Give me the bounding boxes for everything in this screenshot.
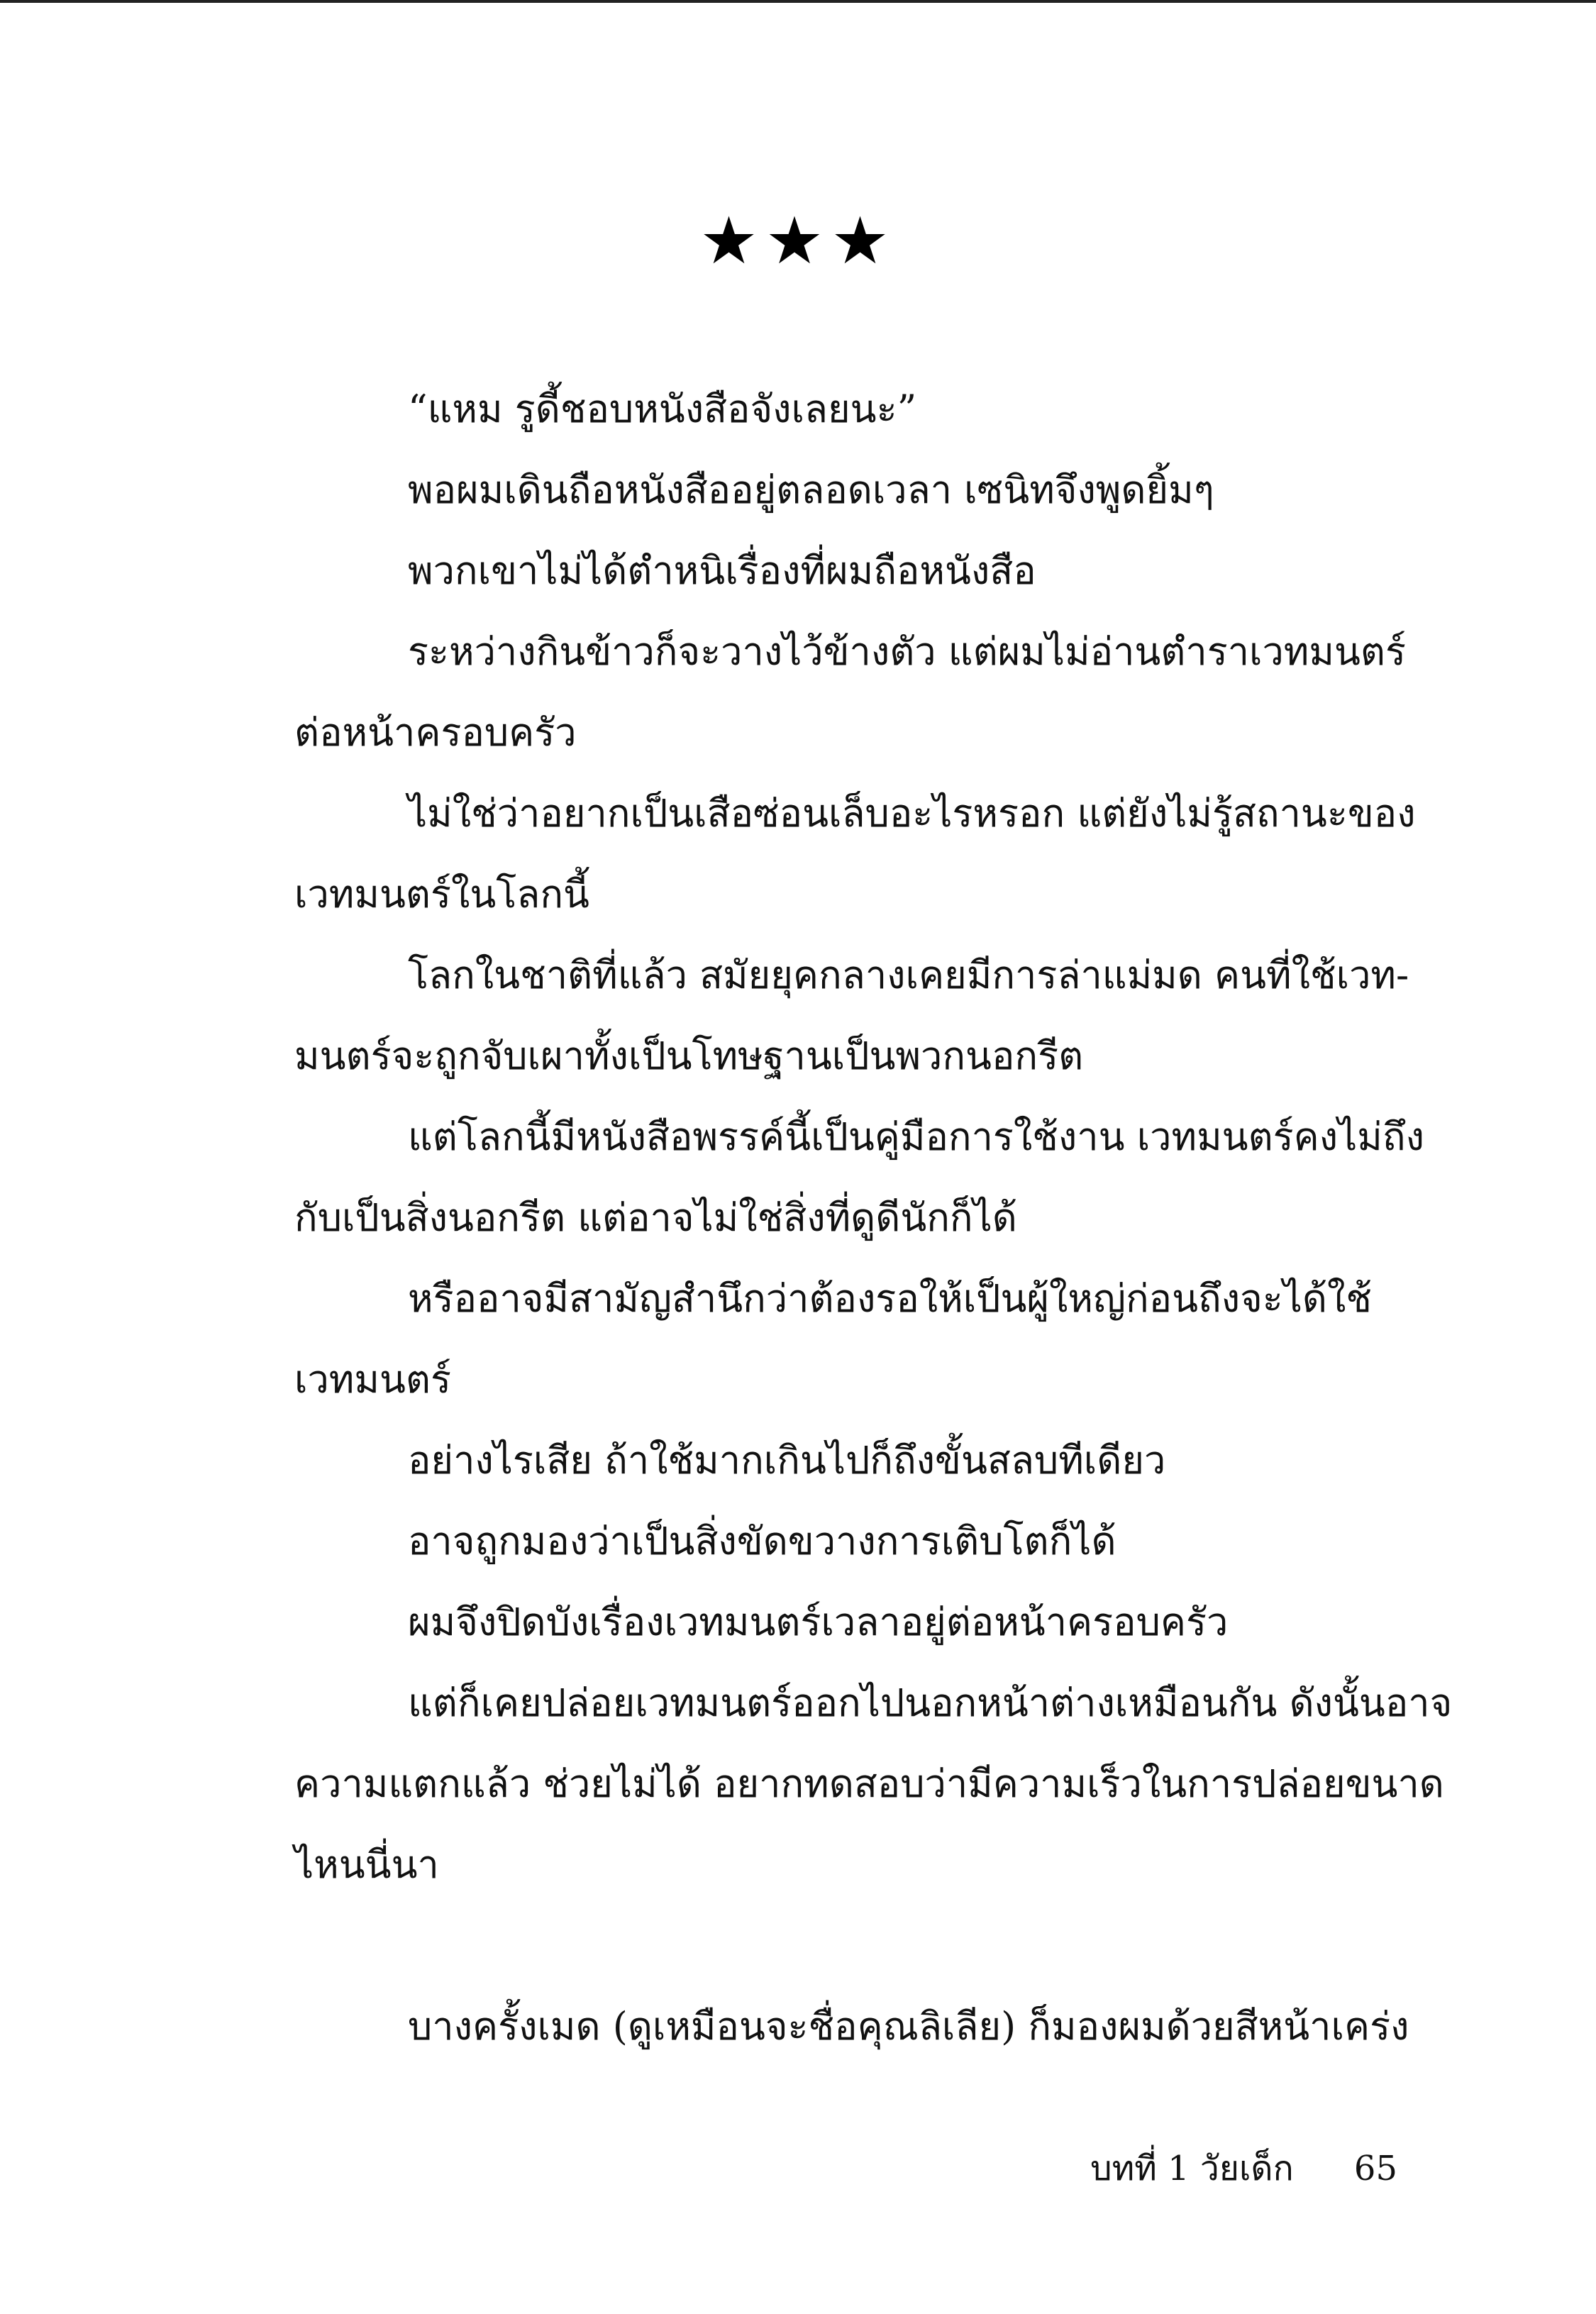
text-line: แต่ก็เคยปล่อยเวทมนตร์ออกไปนอกหน้าต่างเหมือนกัน ดังนั้นอาจ bbox=[408, 1681, 1453, 1725]
text-line: เวทมนตร์ bbox=[294, 1357, 451, 1402]
text-line: เวทมนตร์ในโลกนี้ bbox=[294, 872, 589, 917]
text-line: หรืออาจมีสามัญสำนึกว่าต้องรอให้เป็นผู้ใหญ่ก่อนถึงจะได้ใช้ bbox=[408, 1276, 1372, 1321]
paragraph-gap bbox=[294, 1905, 1397, 1986]
text-line: มนตร์จะถูกจับเผาทั้งเป็นโทษฐานเป็นพวกนอกรีต bbox=[294, 1034, 1084, 1078]
page-number: 65 bbox=[1353, 2149, 1397, 2188]
body-text bbox=[294, 369, 1453, 2067]
text-line: ความแตกแล้ว ช่วยไม่ได้ อยากทดสอบว่ามีความเร็วในการปล่อยขนาด bbox=[294, 1761, 1444, 1806]
text-line: ผมจึงปิดบังเรื่องเวทมนตร์เวลาอยู่ต่อหน้าครอบครัว bbox=[408, 1600, 1229, 1644]
text-line: พวกเขาไม่ได้ตำหนิเรื่องที่ผมถือหนังสือ bbox=[408, 548, 1036, 593]
text-line: แต่โลกนี้มีหนังสือพรรค์นี้เป็นคู่มือการใช้งาน เวทมนตร์คงไม่ถึง bbox=[408, 1114, 1424, 1159]
text-line: กับเป็นสิ่งนอกรีต แต่อาจไม่ใช่สิ่งที่ดูดีนักก็ได้ bbox=[294, 1195, 1017, 1240]
text-line: โลกในชาติที่แล้ว สมัยยุคกลางเคยมีการล่าแม่มด คนที่ใช้เวท- bbox=[408, 953, 1409, 997]
page-footer bbox=[1090, 2144, 1397, 2193]
scene-break-stars: ★★★ bbox=[699, 203, 897, 279]
text-line: อาจถูกมองว่าเป็นสิ่งขัดขวางการเติบโตก็ได้ bbox=[408, 1519, 1116, 1563]
text-line: อย่างไรเสีย ถ้าใช้มากเกินไปก็ถึงขั้นสลบทีเดียว bbox=[408, 1438, 1166, 1483]
text-line: ระหว่างกินข้าวก็จะวางไว้ข้างตัว แต่ผมไม่อ่านตำราเวทมนตร์ bbox=[408, 629, 1406, 674]
text-line: “แหม รูดี้ชอบหนังสือจังเลยนะ” bbox=[408, 387, 917, 431]
text-line: ไม่ใช่ว่าอยากเป็นเสือซ่อนเล็บอะไรหรอก แต่ยังไม่รู้สถานะของ bbox=[408, 791, 1416, 836]
text-line: พอผมเดินถือหนังสืออยู่ตลอดเวลา เซนิทจึงพูดยิ้มๆ bbox=[408, 467, 1214, 512]
top-border-line bbox=[0, 0, 1596, 3]
text-line: ไหนนี่นา bbox=[294, 1842, 439, 1887]
text-line: บางครั้งเมด (ดูเหมือนจะชื่อคุณลิเลีย) ก็มองผมด้วยสีหน้าเคร่ง bbox=[408, 2004, 1409, 2049]
text-line: ต่อหน้าครอบครัว bbox=[294, 710, 577, 755]
chapter-title: บทที่ 1 วัยเด็ก bbox=[1090, 2149, 1294, 2188]
